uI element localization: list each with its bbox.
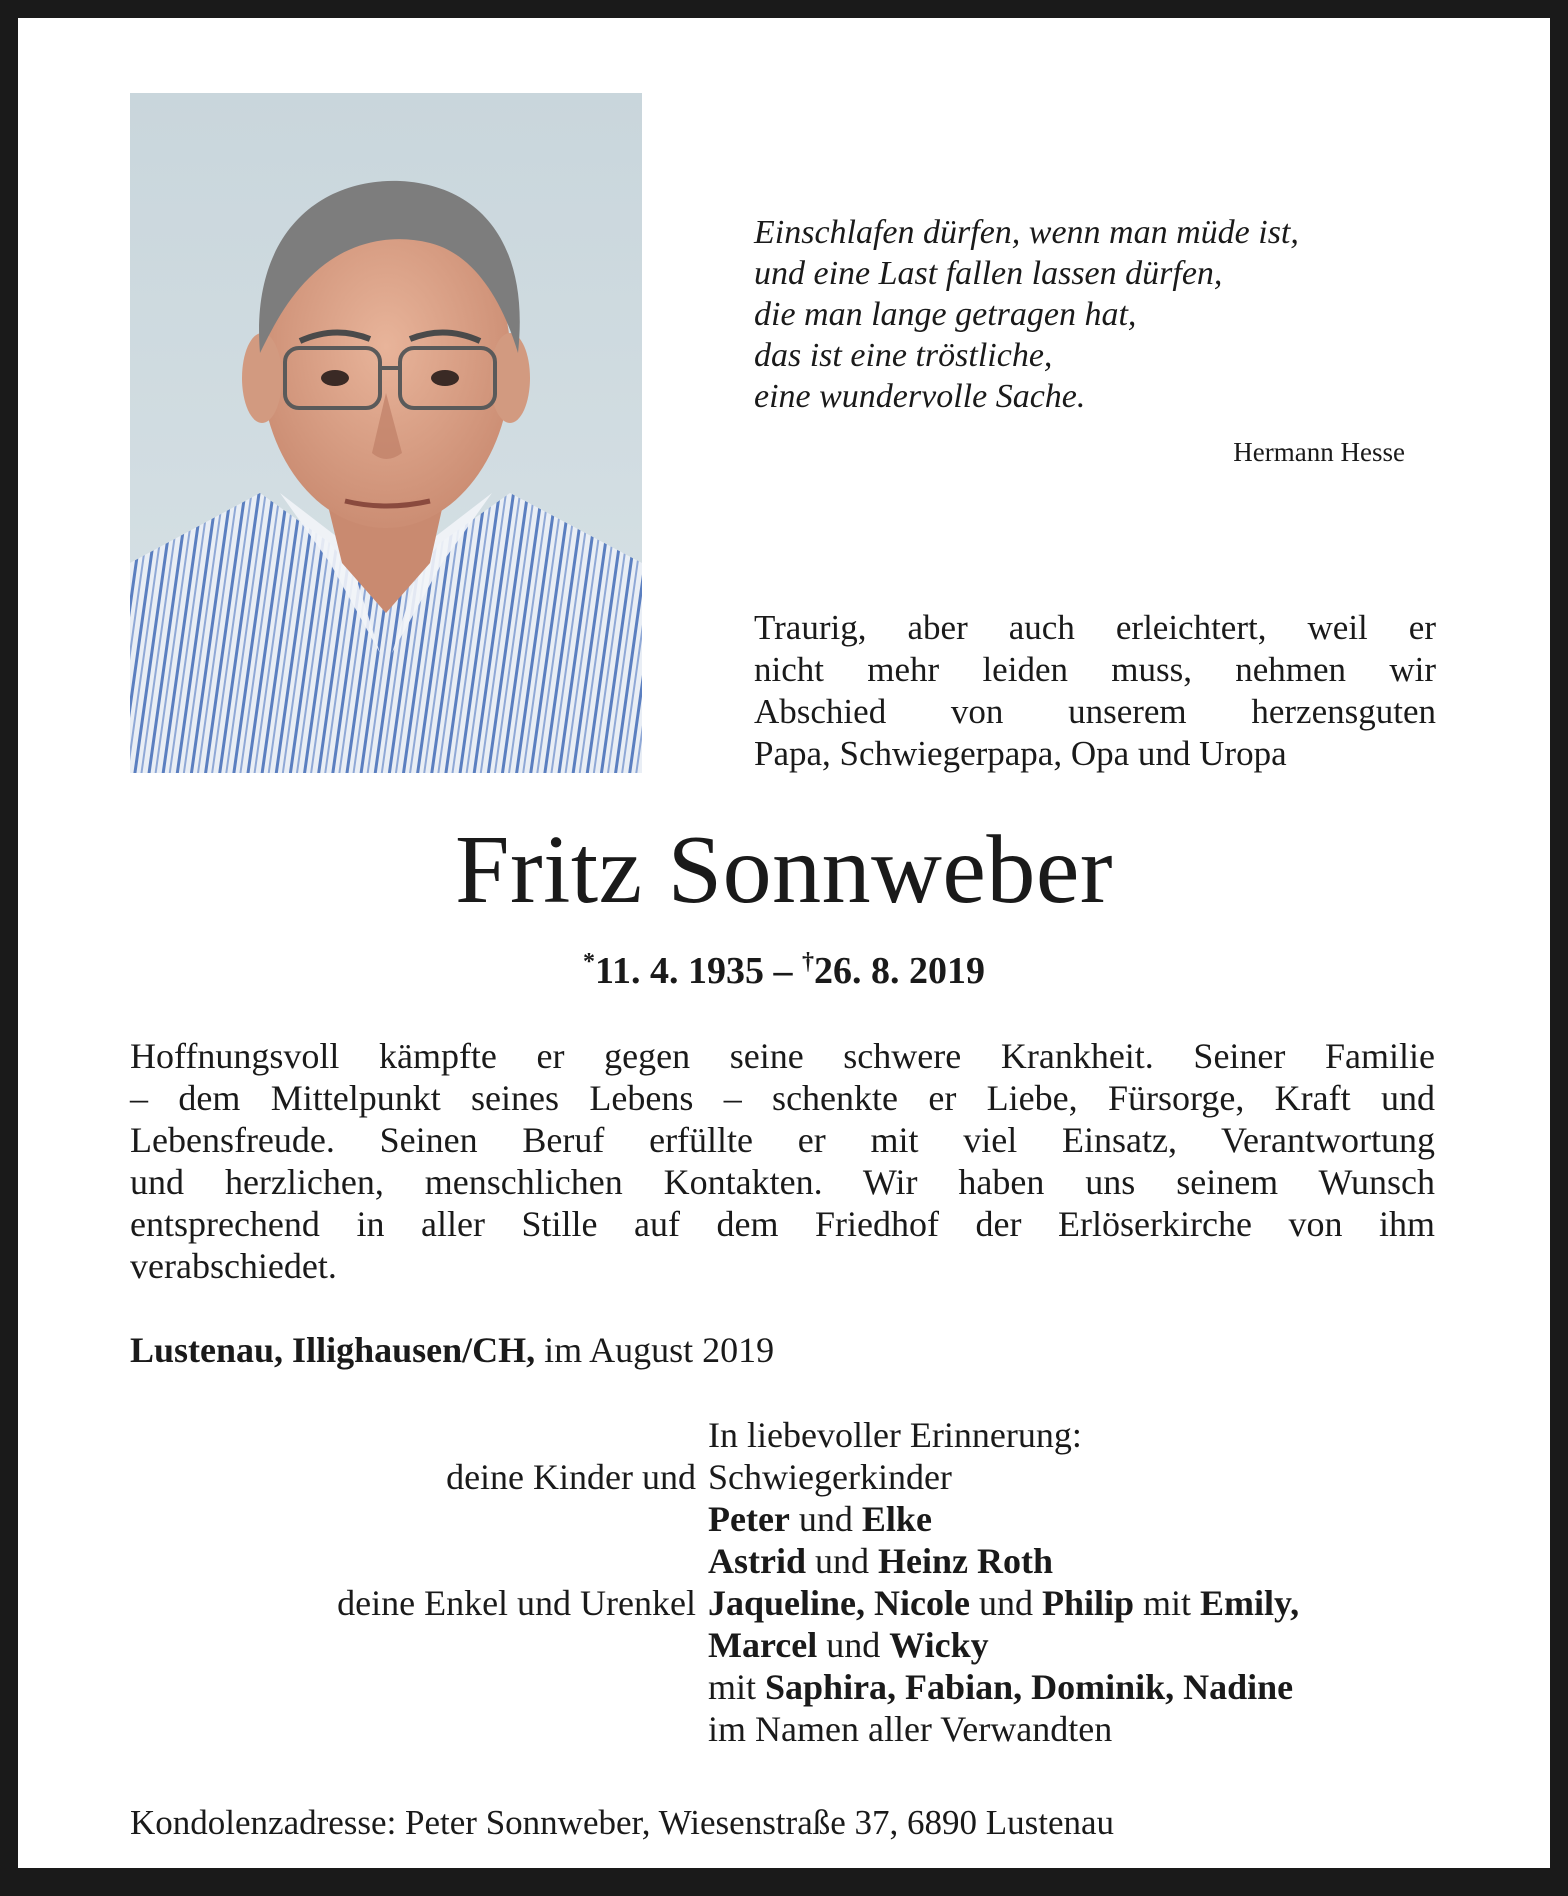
name-wicky: Wicky <box>889 1625 989 1665</box>
couple-2 <box>708 1540 1053 1582</box>
couple-1 <box>708 1498 932 1540</box>
children-value: Schwiegerkinder <box>708 1457 952 1497</box>
body-line: und herzlichen, menschlichen Kontakten. Wir haben uns seinem Wunsch <box>130 1162 1435 1202</box>
conjunction: und <box>969 1583 1042 1623</box>
name-marcel: Marcel <box>708 1625 818 1665</box>
body-line: Lebensfreude. Seinen Beruf erfüllte er mit viel Einsatz, Verantwortung <box>130 1120 1435 1160</box>
quote-line: eine wundervolle Sache. <box>754 378 1086 415</box>
life-dates <box>0 948 1568 994</box>
quote-line: und eine Last fallen lassen dürfen, <box>754 255 1223 292</box>
intro-line: Papa, Schwiegerpapa, Opa und Uropa <box>754 734 1287 773</box>
death-date: 26. 8. 2019 <box>813 950 985 992</box>
name-philip: Philip <box>1041 1583 1135 1623</box>
date-separator: – <box>763 950 802 992</box>
relatives-line: im Namen aller Verwandten <box>708 1709 1113 1749</box>
conjunction: und <box>817 1625 890 1665</box>
conjunction: mit <box>1134 1583 1201 1623</box>
name-elke: Elke <box>861 1499 932 1539</box>
names-jaqueline-nicole: Jaqueline, Nicole <box>708 1583 970 1623</box>
body-line: – dem Mittelpunkt seines Lebens – schenkte er Liebe, Fürsorge, Kraft und <box>130 1078 1435 1118</box>
great-grandchildren-line <box>708 1666 1293 1708</box>
portrait-photo <box>130 93 642 773</box>
conjunction: mit <box>708 1667 766 1707</box>
quote-line: das ist eine tröstliche, <box>754 337 1053 374</box>
intro-line: nicht mehr leiden muss, nehmen wir <box>754 650 1436 689</box>
death-symbol: † <box>801 949 814 975</box>
intro-text <box>754 607 1436 775</box>
quote-author: Hermann Hesse <box>1233 437 1405 467</box>
intro-line: Abschied von unserem herzensguten <box>754 692 1436 731</box>
deceased-name: Fritz Sonnweber <box>455 816 1113 924</box>
place-month: im August 2019 <box>535 1330 775 1370</box>
body-line: entsprechend in aller Stille auf dem Friedhof der Erlöserkirche von ihm <box>130 1204 1435 1244</box>
birth-date: 11. 4. 1935 <box>595 950 764 992</box>
body-line: verabschiedet. <box>130 1246 337 1286</box>
body-line: Hoffnungsvoll kämpfte er gegen seine schwere Krankheit. Seiner Familie <box>130 1036 1435 1076</box>
name-peter: Peter <box>708 1499 790 1539</box>
grandchildren-line-2 <box>708 1624 989 1666</box>
conjunction: und <box>789 1499 862 1539</box>
name-emily: Emily, <box>1200 1583 1300 1623</box>
condolence-address: Kondolenzadresse: Peter Sonnweber, Wiesenstraße 37, 6890 Lustenau <box>130 1803 1115 1842</box>
grandchildren-line-1 <box>708 1582 1299 1624</box>
obituary-text <box>130 1035 1435 1287</box>
name-heinz-roth: Heinz Roth <box>878 1541 1053 1581</box>
quote <box>754 212 1414 417</box>
place-date <box>130 1328 774 1372</box>
name-astrid: Astrid <box>708 1541 806 1581</box>
conjunction: und <box>806 1541 878 1581</box>
great-grandchildren-names: Saphira, Fabian, Dominik, Nadine <box>765 1667 1294 1707</box>
quote-line: die man lange getragen hat, <box>754 296 1137 333</box>
intro-line: Traurig, aber auch erleichtert, weil er <box>754 608 1436 647</box>
quote-line: Einschlafen dürfen, wenn man müde ist, <box>754 214 1299 251</box>
children-label: deine Kinder und <box>446 1457 696 1497</box>
signature-intro: In liebevoller Erinnerung: <box>708 1415 1082 1455</box>
place-location: Lustenau, Illighausen/CH, <box>130 1330 536 1370</box>
birth-symbol: * <box>583 949 596 975</box>
grandchildren-label: deine Enkel und Urenkel <box>337 1583 696 1623</box>
